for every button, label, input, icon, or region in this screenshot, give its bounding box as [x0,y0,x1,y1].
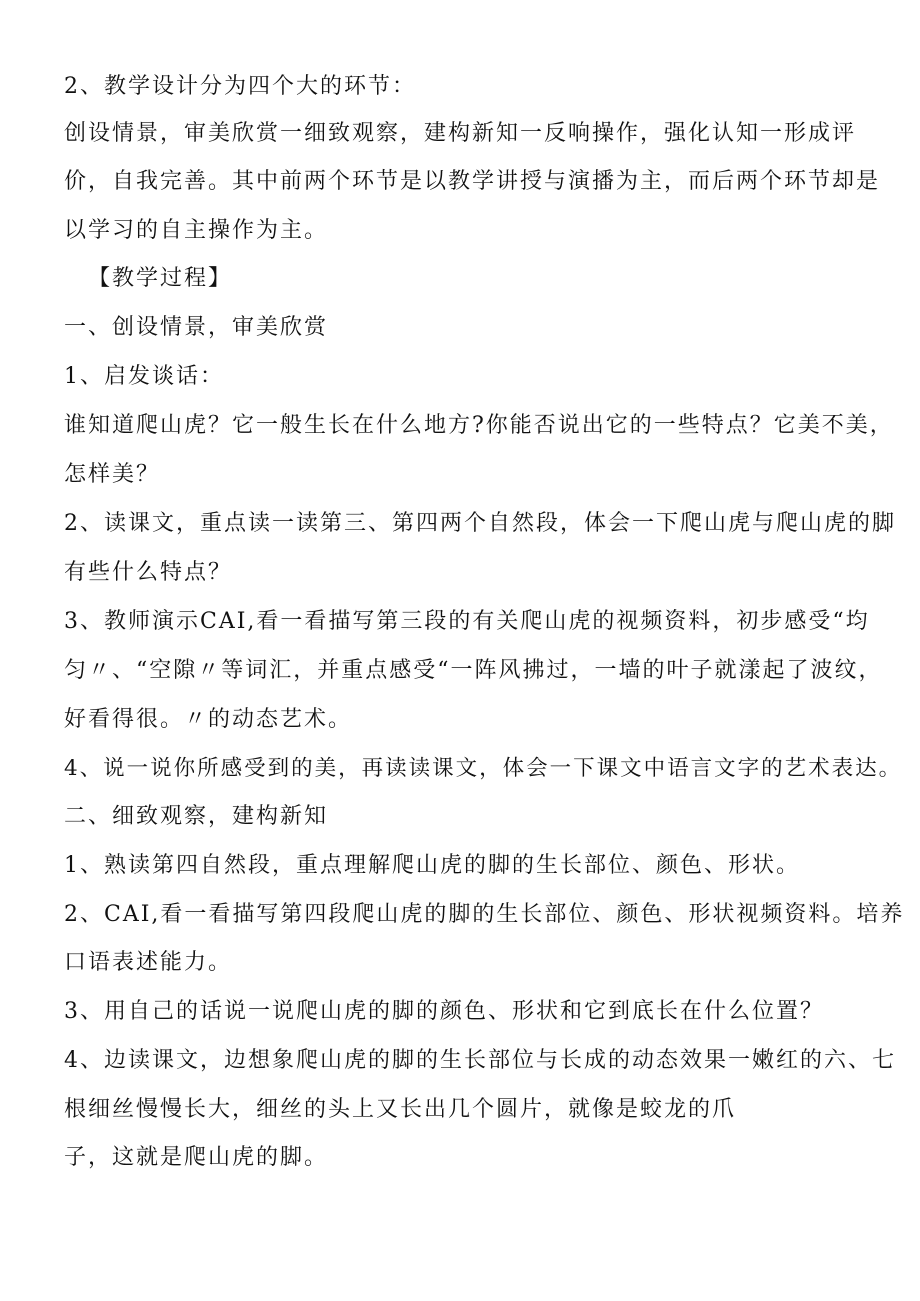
paragraph-line: 谁知道爬山虎？它一般生长在什么地方?你能否说出它的一些特点？它美不美， [64,413,894,438]
section-heading: 【教学过程】 [88,266,233,291]
paragraph-line: 根细丝慢慢长大，细丝的头上又长出几个圆片，就像是蛟龙的爪 [64,1097,737,1122]
paragraph-line: 4、边读课文，边想象爬山虎的脚的生长部位与长成的动态效果一嫩红的六、七 [64,1048,896,1073]
paragraph-line: 怎样美？ [64,462,161,487]
paragraph-line: 4、说一说你所感受到的美，再读读课文，体会一下课文中语言文字的艺术表达。 [64,756,903,781]
paragraph-line: 1、熟读第四自然段，重点理解爬山虎的脚的生长部位、颜色、形状。 [64,853,800,878]
paragraph-line: 口语表述能力。 [64,950,233,975]
paragraph-line: 2、读课文，重点读一读第三、第四两个自然段，体会一下爬山虎与爬山虎的脚 [64,511,896,536]
section-heading: 一、创设情景，审美欣赏 [64,315,329,340]
paragraph-line: 3、用自己的话说一说爬山虎的脚的颜色、形状和它到底长在什么位置？ [64,999,824,1024]
paragraph-line: 好看得很。〃的动态艺术。 [64,707,353,732]
paragraph-line: 2、CAI,看一看描写第四段爬山虎的脚的生长部位、颜色、形状视频资料。培养 [64,902,905,927]
paragraph-line: 1、启发谈话： [64,364,224,389]
section-heading: 二、细致观察，建构新知 [64,804,329,829]
paragraph-line: 以学习的自主操作为主。 [64,218,329,243]
paragraph-line: 子，这就是爬山虎的脚。 [64,1145,329,1170]
paragraph-line: 3、教师演示CAI,看一看描写第三段的有关爬山虎的视频资料，初步感受“均 [64,609,870,634]
paragraph-line: 有些什么特点？ [64,560,233,585]
paragraph-line: 创设情景，审美欣赏一细致观察，建构新知一反响操作，强化认知一形成评 [64,121,857,146]
paragraph-line: 匀〃、“空隙〃等词汇，并重点感受“一阵风拂过，一墙的叶子就漾起了波纹， [64,658,883,683]
paragraph-line: 价，自我完善。其中前两个环节是以教学讲授与演播为主，而后两个环节却是 [64,169,881,194]
paragraph-line: 2、教学设计分为四个大的环节： [64,74,416,99]
